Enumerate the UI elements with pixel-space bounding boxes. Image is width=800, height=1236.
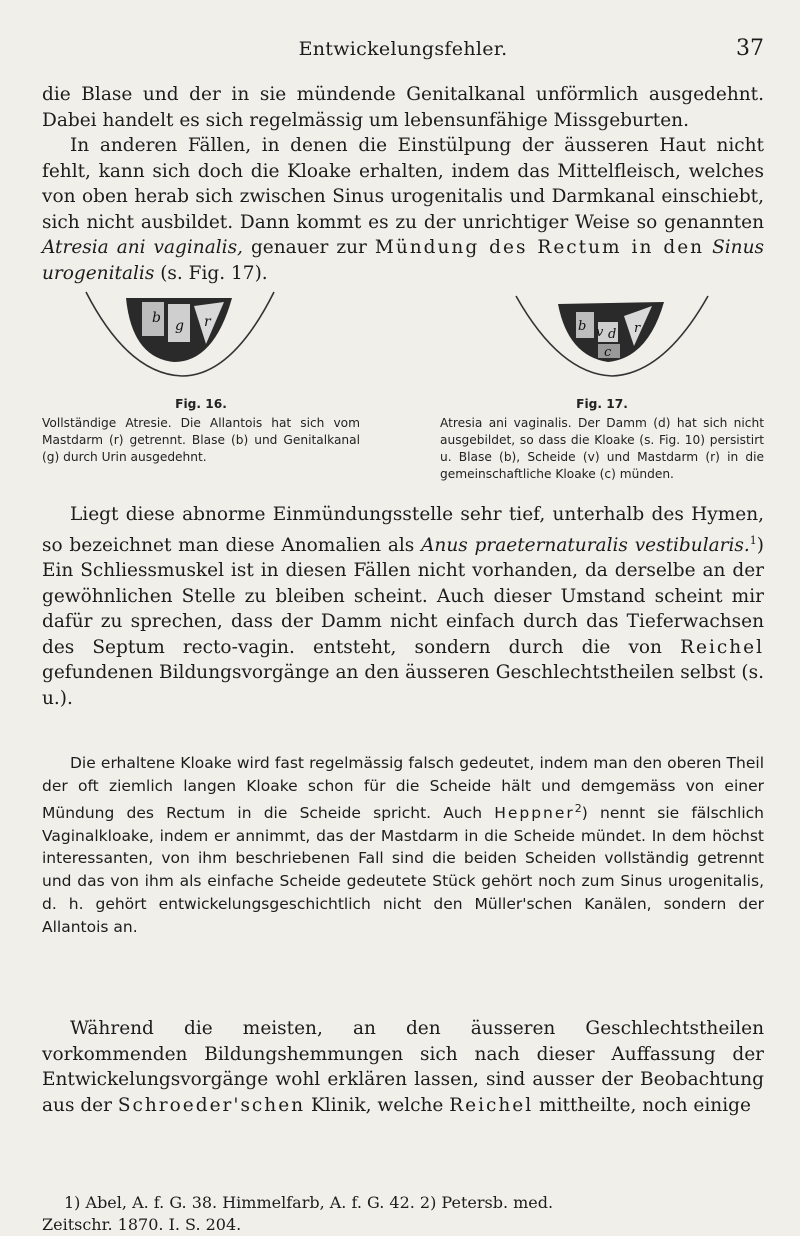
footnote-ref-2: 2 xyxy=(574,801,582,815)
figure-16-number: Fig. 16. xyxy=(175,397,227,411)
paragraph-3: Während die meisten, an den äusseren Geschlechtstheilen vorkommenden Bildungshemmungen sich nach dieser Auffassung der Entwickelungsvorgänge wohl erklären lassen, sind ausser der Beobachtung aus der Schroeder'schen Klinik, welche Reichel mittheilte, noch einige xyxy=(42,1018,764,1116)
author-heppner: Heppner xyxy=(494,803,575,822)
footnote-1: 1) Abel, A. f. G. 38. Himmelfarb, A. f. G. 42. 2) Petersb. med. xyxy=(64,1193,554,1212)
figure-17-caption xyxy=(440,396,764,483)
fig17-label-c: c xyxy=(604,345,612,360)
paragraph-1-body: In anderen Fällen, in denen die Einstülpung der äusseren Haut nicht fehlt, kann sich doch die Kloake erhalten, indem das Mittelfleisch, welches von oben herab sich zwischen Sinus urogenitalis und Darmkanal einschiebt, sich nicht ausbildet. Dann kommt es zu der unrichtiger Weise so genannten Atresia ani vaginalis, genauer zur Mündung des Rectum in den Sinus urogenitalis (s. Fig. 17). xyxy=(42,135,765,284)
fig16-label-g: g xyxy=(175,318,184,334)
author-reichel: Reichel xyxy=(680,636,764,658)
fig17-label-r: r xyxy=(634,321,641,336)
footnotes xyxy=(42,1192,764,1236)
figure-17-number: Fig. 17. xyxy=(576,397,628,411)
paragraph-1-line-a: die Blase und der in sie mündende Genitalkanal unförmlich ausgedehnt. Dabei handelt es sich regelmässig um lebensunfähige Missgeburten. xyxy=(42,84,764,131)
paragraph-2: Liegt diese abnorme Einmündungsstelle sehr tief, unterhalb des Hymen, so bezeichnet man diese Anomalien als Anus praeternaturalis vestibularis.$^1$) Ein Schliessmuskel ist in diesen Fällen nicht vorhanden, da derselbe an der gewöhnlichen Stelle zu bleiben scheint. Auch dieser Umstand scheint mir dafür zu sprechen, dass der Damm nicht einfach durch das Tieferwachsen des Septum recto-vagin. entsteht, sondern durch die von Reichel gefundenen Bildungsvorgänge an den äusseren Geschlechtstheilen selbst (s. u.). xyxy=(42,504,764,709)
fig17-label-d: d xyxy=(608,327,617,342)
running-title: Entwickelungsfehler. xyxy=(298,38,508,60)
footnote-ref-1: 1 xyxy=(749,533,757,547)
fig17-label-b: b xyxy=(578,319,587,334)
figure-16-caption-text: Vollständige Atresie. Die Allantois hat sich vom Mastdarm (r) getrennt. Blase (b) und Genitalkanal (g) durch Urin ausgedehnt. xyxy=(42,416,360,464)
figure-17-drawing xyxy=(512,292,712,388)
term-sinus: Sinus urogenitalis xyxy=(42,237,765,284)
figure-17-caption-text: Atresia ani vaginalis. Der Damm (d) hat sich nicht ausgebildet, so dass die Kloake (s. Fig. 10) persistirt u. Blase (b), Scheide (v) und Mastdarm (r) in die gemeinschaftliche Kloake (c) münden. xyxy=(440,416,764,481)
small-print-paragraph: Die erhaltene Kloake wird fast regelmässig falsch gedeutet, indem man den oberen Theil der oft ziemlich langen Kloake schon für die Scheide hält und demgemäss von einer Mündung des Rectum in die Scheide spricht. Auch Heppner$^2$) nennt sie fälschlich Vaginalkloake, indem er annimmt, das der Mastdarm in die Scheide mündet. In dem höchst interessanten, von ihm beschriebenen Fall sind die beiden Scheiden vollständig getrennt und das von ihm als einfache Scheide gedeutete Stück gehört noch zum Sinus urogenitalis, d. h. gehört entwickelungsgeschichtlich nicht den Müller'schen Kanälen, sondern der Allantois an. xyxy=(42,754,764,936)
fig16-label-b: b xyxy=(152,310,161,326)
clinic-schroeder: Schroeder'schen xyxy=(117,1094,306,1116)
figure-16-drawing xyxy=(82,288,278,388)
paragraph-1 xyxy=(42,82,764,286)
author-reichel-2: Reichel xyxy=(449,1094,534,1116)
fig17-label-v: v xyxy=(596,325,604,340)
term-atresia: Atresia ani vaginalis, xyxy=(42,237,243,258)
running-header xyxy=(42,36,764,66)
term-anus: Anus praeternaturalis vestibularis. xyxy=(421,534,750,556)
figure-16-caption xyxy=(42,396,360,466)
fig16-label-r: r xyxy=(204,314,211,330)
page-number: 37 xyxy=(736,36,764,61)
footnote-2: Zeitschr. 1870. I. S. 204. xyxy=(42,1215,242,1234)
term-muendung: Mündung des Rectum in den xyxy=(374,237,705,258)
